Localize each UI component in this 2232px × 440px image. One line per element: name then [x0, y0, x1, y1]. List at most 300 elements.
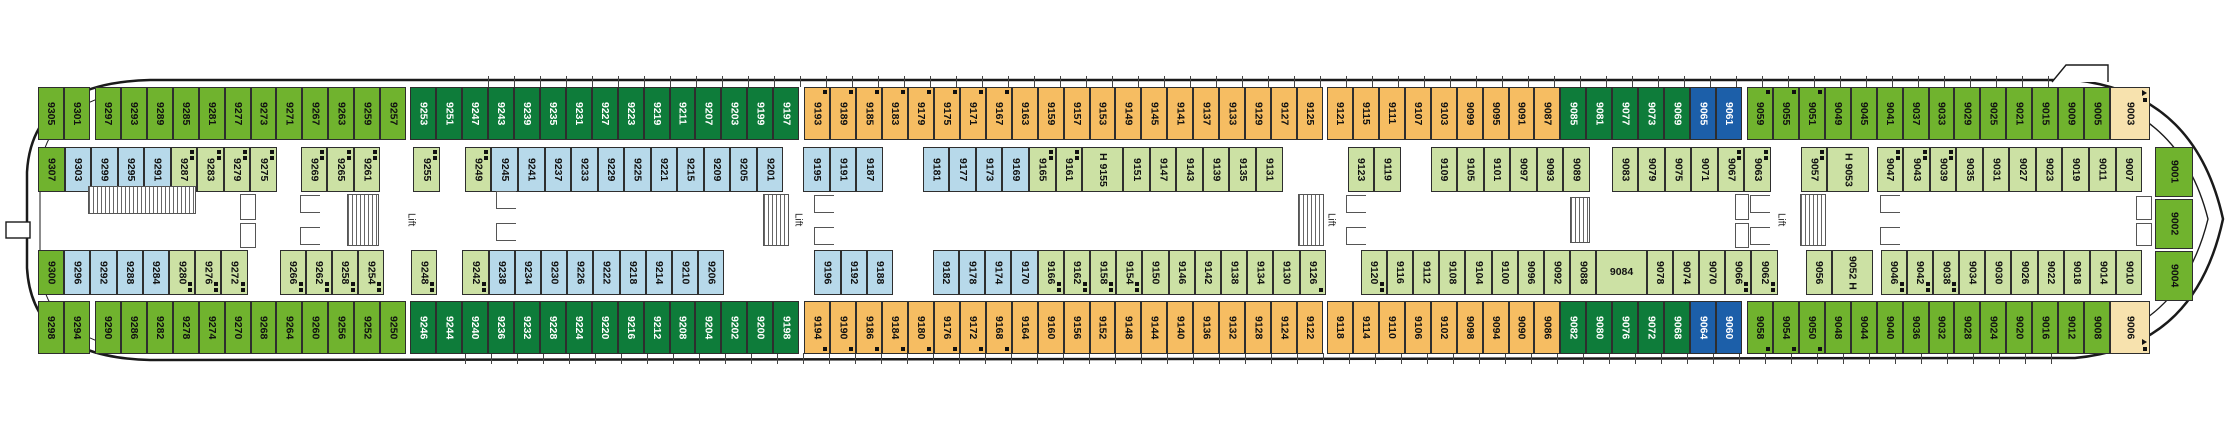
cabin-9102[interactable] [1431, 301, 1457, 354]
cabin-9091[interactable] [1509, 87, 1535, 140]
cabin-9269[interactable] [301, 147, 328, 192]
cabin-9167[interactable] [986, 87, 1012, 140]
cabin-9240[interactable] [462, 301, 488, 354]
cabin-9122[interactable] [1297, 301, 1323, 354]
cabin-9046[interactable] [1881, 250, 1907, 295]
cabin-9132[interactable] [1219, 301, 1245, 354]
cabin-9141[interactable] [1167, 87, 1193, 140]
cabin-9274[interactable] [199, 301, 225, 354]
cabin-9243[interactable] [488, 87, 514, 140]
cabin-9278[interactable] [173, 301, 199, 354]
cabin-9024[interactable] [1980, 301, 2006, 354]
cabin-9100[interactable] [1492, 250, 1518, 295]
cabin-9022[interactable] [2038, 250, 2064, 295]
cabin-9263[interactable] [328, 87, 354, 140]
cabin-9279[interactable] [224, 147, 251, 192]
cabin-9016[interactable] [2032, 301, 2058, 354]
cabin-9205[interactable] [730, 147, 757, 192]
cabin-9203[interactable] [721, 87, 747, 140]
cabin-9199[interactable] [747, 87, 773, 140]
cabin-9147[interactable] [1150, 147, 1177, 192]
cabin-9282[interactable] [147, 301, 173, 354]
cabin-9270[interactable] [225, 301, 251, 354]
cabin-9120[interactable] [1361, 250, 1387, 295]
cabin-9258[interactable] [332, 250, 358, 295]
cabin-9063[interactable] [1744, 147, 1771, 192]
cabin-9257[interactable] [380, 87, 406, 140]
cabin-9148[interactable] [1115, 301, 1141, 354]
cabin-9080[interactable] [1586, 301, 1612, 354]
cabin-9180[interactable] [908, 301, 934, 354]
cabin-9184[interactable] [882, 301, 908, 354]
cabin-9158[interactable] [1090, 250, 1116, 295]
cabin-9004[interactable] [2155, 251, 2193, 301]
cabin-9266[interactable] [280, 250, 306, 295]
cabin-9256[interactable] [328, 301, 354, 354]
cabin-9041[interactable] [1877, 87, 1903, 140]
cabin-9034[interactable] [1959, 250, 1985, 295]
cabin-9179[interactable] [908, 87, 934, 140]
cabin-9297[interactable] [95, 87, 121, 140]
cabin-9082[interactable] [1560, 301, 1586, 354]
cabin-9254[interactable] [358, 250, 384, 295]
cabin-9218[interactable] [620, 250, 646, 295]
cabin-9074[interactable] [1673, 250, 1699, 295]
cabin-9207[interactable] [695, 87, 721, 140]
cabin-9170[interactable] [1011, 250, 1037, 295]
cabin-9086[interactable] [1534, 301, 1560, 354]
cabin-9066[interactable] [1725, 250, 1751, 295]
cabin-9145[interactable] [1141, 87, 1167, 140]
extra-berth-icon [927, 90, 931, 94]
cabin-9099[interactable] [1457, 87, 1483, 140]
cabin-9064[interactable] [1690, 301, 1716, 354]
cabin-9267[interactable] [302, 87, 328, 140]
cabin-9186[interactable] [856, 301, 882, 354]
cabin-9178[interactable] [959, 250, 985, 295]
cabin-9163[interactable] [1012, 87, 1038, 140]
cabin-9136[interactable] [1193, 301, 1219, 354]
cabin-9093[interactable] [1537, 147, 1564, 192]
cabin-9234[interactable] [515, 250, 541, 295]
cabin-9301[interactable] [64, 87, 90, 140]
cabin-9002[interactable] [2155, 199, 2193, 249]
cabin-9275[interactable] [250, 147, 277, 192]
cabin-9032[interactable] [1929, 301, 1955, 354]
cabin-9283[interactable] [197, 147, 224, 192]
cabin-9079[interactable] [1638, 147, 1665, 192]
cabin-9011[interactable] [2089, 147, 2116, 192]
cabin-9037[interactable] [1903, 87, 1929, 140]
cabin-9221[interactable] [651, 147, 678, 192]
cabin-9090[interactable] [1509, 301, 1535, 354]
cabin-9127[interactable] [1271, 87, 1297, 140]
cabin-9076[interactable] [1612, 301, 1638, 354]
cabin-9164[interactable] [1012, 301, 1038, 354]
cabin-9101[interactable] [1484, 147, 1511, 192]
cabin-9067[interactable] [1718, 147, 1745, 192]
cabin-9231[interactable] [566, 87, 592, 140]
cabin-9116[interactable] [1387, 250, 1413, 295]
cabin-9039[interactable] [1930, 147, 1957, 192]
cabin-9040[interactable] [1877, 301, 1903, 354]
cabin-9209[interactable] [704, 147, 731, 192]
cabin-9216[interactable] [618, 301, 644, 354]
cabin-9187[interactable] [856, 147, 883, 192]
cabin-9294[interactable] [64, 301, 90, 354]
cabin-9188[interactable] [867, 250, 893, 295]
cabin-9107[interactable] [1405, 87, 1431, 140]
cabin-9025[interactable] [1980, 87, 2006, 140]
cabin-9165[interactable] [1029, 147, 1056, 192]
cabin-9226[interactable] [567, 250, 593, 295]
extra-berth-icon [320, 150, 324, 160]
cabin-9123[interactable] [1348, 147, 1375, 192]
cabin-9071[interactable] [1691, 147, 1718, 192]
cabin-9049[interactable] [1825, 87, 1851, 140]
cabin-9288[interactable] [117, 250, 143, 295]
cabin-9175[interactable] [934, 87, 960, 140]
cabin-9007[interactable] [2116, 147, 2143, 192]
cabin-9118[interactable] [1327, 301, 1353, 354]
cabin-number: 9018 [2071, 260, 2084, 285]
cabin-9047[interactable] [1877, 147, 1904, 192]
cabin-9241[interactable] [518, 147, 545, 192]
extra-berth-icon [299, 282, 303, 292]
cabin-9305[interactable] [38, 87, 64, 140]
cabin-9169[interactable] [1002, 147, 1029, 192]
cabin-9290[interactable] [95, 301, 121, 354]
cabin-9095[interactable] [1483, 87, 1509, 140]
cabin-9245[interactable] [491, 147, 518, 192]
cabin-9036[interactable] [1903, 301, 1929, 354]
cabin-9138[interactable] [1221, 250, 1247, 295]
cabin-9250[interactable] [380, 301, 406, 354]
cabin-9161[interactable] [1056, 147, 1083, 192]
cabin-9112[interactable] [1413, 250, 1439, 295]
cabin-9192[interactable] [841, 250, 867, 295]
cabin-9001[interactable] [2155, 147, 2193, 197]
cabin-9174[interactable] [985, 250, 1011, 295]
cabin-9135[interactable] [1229, 147, 1256, 192]
cabin-9104[interactable] [1465, 250, 1491, 295]
cabin-9153[interactable] [1090, 87, 1116, 140]
cabin-9246[interactable] [410, 301, 436, 354]
cabin-9126[interactable] [1300, 250, 1326, 295]
cabin-9014[interactable] [2090, 250, 2116, 295]
cabin-9056[interactable] [1806, 250, 1832, 295]
cabin-9078[interactable] [1647, 250, 1673, 295]
cabin-9230[interactable] [541, 250, 567, 295]
cabin-9028[interactable] [1954, 301, 1980, 354]
cabin-9280[interactable] [169, 250, 195, 295]
cabin-9172[interactable] [960, 301, 986, 354]
cabin-9045[interactable] [1851, 87, 1877, 140]
cabin-9057[interactable] [1801, 147, 1828, 192]
cabin-9128[interactable] [1245, 301, 1271, 354]
cabin-9087[interactable] [1534, 87, 1560, 140]
cabin-9119[interactable] [1374, 147, 1401, 192]
cabin-9272[interactable] [221, 250, 247, 295]
cabin-9195[interactable] [803, 147, 830, 192]
cabin-9289[interactable] [147, 87, 173, 140]
cabin-9003[interactable] [2110, 87, 2150, 140]
cabin-9286[interactable] [121, 301, 147, 354]
cabin-9092[interactable] [1544, 250, 1570, 295]
cabin-9300[interactable] [38, 250, 64, 295]
cabin-9235[interactable] [540, 87, 566, 140]
cabin-9109[interactable] [1431, 147, 1458, 192]
cabin-9252[interactable] [354, 301, 380, 354]
cabin-9225[interactable] [624, 147, 651, 192]
cabin-9260[interactable] [302, 301, 328, 354]
cabin-9075[interactable] [1665, 147, 1692, 192]
cabin-9054[interactable] [1773, 301, 1799, 354]
cabin-9130[interactable] [1273, 250, 1299, 295]
cabin-9307[interactable] [38, 147, 65, 192]
cabin-9277[interactable] [225, 87, 251, 140]
cabin-9229[interactable] [598, 147, 625, 192]
cabin-9189[interactable] [830, 87, 856, 140]
cabin-9296[interactable] [64, 250, 90, 295]
cabin-9251[interactable] [436, 87, 462, 140]
cabin-9085[interactable] [1560, 87, 1586, 140]
cabin-9185[interactable] [856, 87, 882, 140]
cabin-9211[interactable] [670, 87, 696, 140]
cabin-9015[interactable] [2032, 87, 2058, 140]
cabin-9110[interactable] [1379, 301, 1405, 354]
cabin-9005[interactable] [2084, 87, 2110, 140]
cabin-9149[interactable] [1115, 87, 1141, 140]
cabin-9190[interactable] [830, 301, 856, 354]
cabin-9152[interactable] [1090, 301, 1116, 354]
cabin-9160[interactable] [1038, 301, 1064, 354]
cabin-9098[interactable] [1457, 301, 1483, 354]
cabin-9144[interactable] [1141, 301, 1167, 354]
cabin-9131[interactable] [1256, 147, 1283, 192]
cabin-9265[interactable] [327, 147, 354, 192]
cabin-9264[interactable] [276, 301, 302, 354]
cabin-9202[interactable] [721, 301, 747, 354]
cabin-9166[interactable] [1038, 250, 1064, 295]
cabin-9043[interactable] [1903, 147, 1930, 192]
cabin-9200[interactable] [747, 301, 773, 354]
cabin-9177[interactable] [949, 147, 976, 192]
cabin-9042[interactable] [1907, 250, 1933, 295]
cabin-9228[interactable] [540, 301, 566, 354]
cabin-9089[interactable] [1563, 147, 1590, 192]
cabin-9219[interactable] [644, 87, 670, 140]
cabin-9193[interactable] [804, 87, 830, 140]
cabin-9298[interactable] [38, 301, 64, 354]
cabin-9204[interactable] [695, 301, 721, 354]
cabin-9236[interactable] [488, 301, 514, 354]
cabin-9255[interactable] [413, 147, 440, 192]
cabin-9239[interactable] [514, 87, 540, 140]
cabin-9223[interactable] [618, 87, 644, 140]
cabin-9048[interactable] [1825, 301, 1851, 354]
cabin-9068[interactable] [1664, 301, 1690, 354]
cabin-9238[interactable] [489, 250, 515, 295]
cabin-9105[interactable] [1457, 147, 1484, 192]
cabin-9061[interactable] [1716, 87, 1742, 140]
cabin-9029[interactable] [1954, 87, 1980, 140]
cabin-9023[interactable] [2036, 147, 2063, 192]
cabin-9010[interactable] [2116, 250, 2142, 295]
cabin-9065[interactable] [1690, 87, 1716, 140]
cabin-9214[interactable] [646, 250, 672, 295]
cabin-9201[interactable] [757, 147, 784, 192]
cabin-9249[interactable] [465, 147, 492, 192]
cabin-9053[interactable] [1827, 147, 1868, 192]
cabin-9196[interactable] [814, 250, 840, 295]
cabin-9242[interactable] [462, 250, 488, 295]
cabin-9106[interactable] [1405, 301, 1431, 354]
cabin-9030[interactable] [1985, 250, 2011, 295]
cabin-9125[interactable] [1297, 87, 1323, 140]
cabin-9162[interactable] [1064, 250, 1090, 295]
cabin-9018[interactable] [2064, 250, 2090, 295]
cabin-9121[interactable] [1327, 87, 1353, 140]
cabin-9215[interactable] [677, 147, 704, 192]
cabin-9208[interactable] [670, 301, 696, 354]
cabin-9198[interactable] [773, 301, 799, 354]
cabin-9227[interactable] [592, 87, 618, 140]
cabin-9137[interactable] [1193, 87, 1219, 140]
cabin-9012[interactable] [2058, 301, 2084, 354]
cabin-9133[interactable] [1219, 87, 1245, 140]
cabin-9183[interactable] [882, 87, 908, 140]
cabin-9191[interactable] [830, 147, 857, 192]
cabin-9059[interactable] [1747, 87, 1773, 140]
cabin-9176[interactable] [934, 301, 960, 354]
cabin-9096[interactable] [1518, 250, 1544, 295]
cabin-number: 9299 [98, 157, 111, 182]
cabin-9035[interactable] [1956, 147, 1983, 192]
cabin-9159[interactable] [1038, 87, 1064, 140]
cabin-9276[interactable] [195, 250, 221, 295]
cabin-9197[interactable] [773, 87, 799, 140]
cabin-9097[interactable] [1510, 147, 1537, 192]
cabin-9052[interactable] [1832, 250, 1873, 295]
cabin-9157[interactable] [1064, 87, 1090, 140]
cabin-9019[interactable] [2062, 147, 2089, 192]
cabin-9088[interactable] [1570, 250, 1596, 295]
cabin-9244[interactable] [436, 301, 462, 354]
cabin-9038[interactable] [1933, 250, 1959, 295]
cabin-9248[interactable] [411, 250, 437, 295]
cabin-9151[interactable] [1123, 147, 1150, 192]
cabin-9237[interactable] [545, 147, 572, 192]
cabin-9031[interactable] [1983, 147, 2010, 192]
cabin-9220[interactable] [592, 301, 618, 354]
cabin-9143[interactable] [1176, 147, 1203, 192]
cabin-9062[interactable] [1751, 250, 1777, 295]
cabin-9181[interactable] [923, 147, 950, 192]
cabin-9194[interactable] [804, 301, 830, 354]
cabin-9146[interactable] [1169, 250, 1195, 295]
cabin-9094[interactable] [1483, 301, 1509, 354]
cabin-9293[interactable] [121, 87, 147, 140]
cabin-9271[interactable] [276, 87, 302, 140]
cabin-9081[interactable] [1586, 87, 1612, 140]
cabin-9021[interactable] [2006, 87, 2032, 140]
cabin-9168[interactable] [986, 301, 1012, 354]
cabin-9139[interactable] [1203, 147, 1230, 192]
cabin-9006[interactable] [2110, 301, 2150, 354]
cabin-9142[interactable] [1195, 250, 1221, 295]
cabin-9044[interactable] [1851, 301, 1877, 354]
cabin-9253[interactable] [410, 87, 436, 140]
cabin-9129[interactable] [1245, 87, 1271, 140]
cabin-9077[interactable] [1612, 87, 1638, 140]
cabin-9084[interactable] [1596, 250, 1646, 295]
cabin-9210[interactable] [672, 250, 698, 295]
cabin-9070[interactable] [1699, 250, 1725, 295]
cabin-9033[interactable] [1929, 87, 1955, 140]
cabin-9020[interactable] [2006, 301, 2032, 354]
cabin-9292[interactable] [90, 250, 116, 295]
cabin-9055[interactable] [1773, 87, 1799, 140]
cabin-9224[interactable] [566, 301, 592, 354]
cabin-9232[interactable] [514, 301, 540, 354]
cabin-9115[interactable] [1353, 87, 1379, 140]
cabin-9154[interactable] [1116, 250, 1142, 295]
cabin-9060[interactable] [1716, 301, 1742, 354]
cabin-9281[interactable] [199, 87, 225, 140]
cabin-9058[interactable] [1747, 301, 1773, 354]
cabin-9009[interactable] [2058, 87, 2084, 140]
cabin-9285[interactable] [173, 87, 199, 140]
extra-berth-icon [1766, 347, 1770, 351]
cabin-9008[interactable] [2084, 301, 2110, 354]
cabin-9069[interactable] [1664, 87, 1690, 140]
cabin-9268[interactable] [251, 301, 277, 354]
cabin-9273[interactable] [251, 87, 277, 140]
cabin-9026[interactable] [2011, 250, 2037, 295]
cabin-9222[interactable] [593, 250, 619, 295]
cabin-9233[interactable] [571, 147, 598, 192]
cabin-9171[interactable] [960, 87, 986, 140]
cabin-9182[interactable] [933, 250, 959, 295]
cabin-9140[interactable] [1167, 301, 1193, 354]
cabin-9072[interactable] [1638, 301, 1664, 354]
cabin-9108[interactable] [1439, 250, 1465, 295]
cabin-9114[interactable] [1353, 301, 1379, 354]
cabin-9155[interactable] [1082, 147, 1123, 192]
cabin-9173[interactable] [976, 147, 1003, 192]
extra-berth-icon [1744, 282, 1748, 292]
cabin-9284[interactable] [143, 250, 169, 295]
cabin-9050[interactable] [1799, 301, 1825, 354]
cabin-9083[interactable] [1612, 147, 1639, 192]
cabin-9027[interactable] [2009, 147, 2036, 192]
cabin-9103[interactable] [1431, 87, 1457, 140]
cabin-9212[interactable] [644, 301, 670, 354]
cabin-9111[interactable] [1379, 87, 1405, 140]
cabin-9259[interactable] [354, 87, 380, 140]
cabin-9051[interactable] [1799, 87, 1825, 140]
cabin-9124[interactable] [1271, 301, 1297, 354]
cabin-9134[interactable] [1247, 250, 1273, 295]
cabin-9156[interactable] [1064, 301, 1090, 354]
cabin-9073[interactable] [1638, 87, 1664, 140]
cabin-9247[interactable] [462, 87, 488, 140]
cabin-9261[interactable] [354, 147, 381, 192]
cabin-9150[interactable] [1142, 250, 1168, 295]
cabin-9206[interactable] [698, 250, 724, 295]
cabin-9262[interactable] [306, 250, 332, 295]
